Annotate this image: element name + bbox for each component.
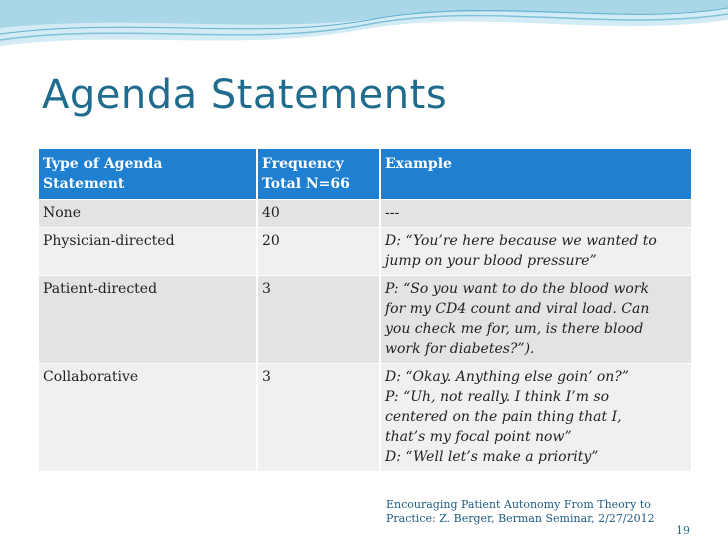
row-example	[380, 276, 691, 364]
slide-title: Agenda Statements	[42, 72, 448, 118]
header-type-line2: Statement	[43, 176, 125, 192]
row-frequency: 20	[257, 228, 380, 276]
example-line: ---	[385, 205, 400, 221]
row-frequency: 3	[257, 276, 380, 364]
header-type-line1: Type of Agenda	[43, 156, 163, 172]
example-line: D: “Okay. Anything else goin’ on?”	[385, 369, 629, 385]
row-type: None	[39, 200, 257, 228]
header-type	[39, 149, 257, 200]
row-type: Physician-directed	[39, 228, 257, 276]
table-header-row	[39, 149, 691, 200]
example-line: centered on the pain thing that I,	[385, 409, 622, 425]
example-line: that’s my focal point now”	[385, 429, 572, 445]
example-line: for my CD4 count and viral load. Can	[385, 301, 650, 317]
table-row	[39, 364, 691, 472]
example-line: jump on your blood pressure”	[385, 253, 597, 269]
row-frequency: 40	[257, 200, 380, 228]
citation-line: Encouraging Patient Autonomy From Theory to	[386, 498, 651, 511]
example-line: work for diabetes?”).	[385, 341, 535, 357]
row-frequency: 3	[257, 364, 380, 472]
header-frequency-line1: Frequency	[262, 156, 344, 172]
agenda-table	[39, 149, 691, 471]
citation-line: Practice: Z. Berger, Berman Seminar, 2/27/2012	[386, 512, 655, 525]
header-example	[380, 149, 691, 200]
row-example	[380, 200, 691, 228]
row-example	[380, 228, 691, 276]
table-row	[39, 276, 691, 364]
row-type: Collaborative	[39, 364, 257, 472]
table-row	[39, 200, 691, 228]
header-frequency-line2: Total N=66	[262, 176, 350, 192]
table-row	[39, 228, 691, 276]
row-type: Patient-directed	[39, 276, 257, 364]
page-number: 19	[676, 524, 690, 537]
header-frequency	[257, 149, 380, 200]
example-line: D: “Well let’s make a priority”	[385, 449, 599, 465]
example-line: D: “You’re here because we wanted to	[385, 233, 657, 249]
example-line: P: “So you want to do the blood work	[385, 281, 649, 297]
citation	[386, 498, 655, 526]
header-example-label: Example	[385, 156, 452, 172]
decorative-wave-header	[0, 0, 728, 72]
example-line: you check me for, um, is there blood	[385, 321, 644, 337]
example-line: P: “Uh, not really. I think I’m so	[385, 389, 610, 405]
row-example	[380, 364, 691, 472]
